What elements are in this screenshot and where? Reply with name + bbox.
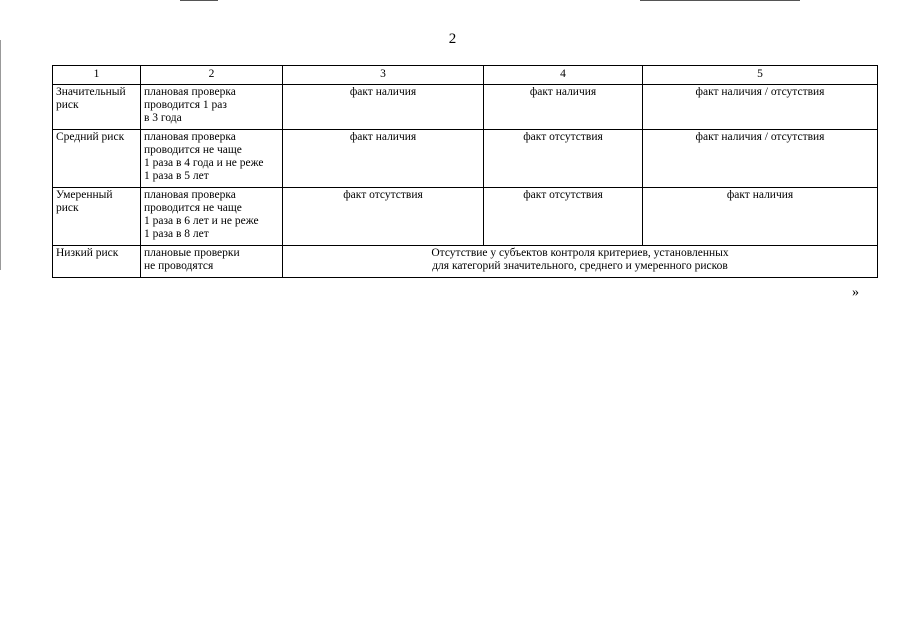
criterion-cell: факт отсутствия	[484, 188, 643, 246]
risk-category-cell: Умеренный риск	[53, 188, 141, 246]
merged-criterion-cell: Отсутствие у субъектов контроля критериев, установленных для категорий значительного, среднего и умеренного рисков	[283, 246, 878, 278]
criterion-cell: факт отсутствия	[484, 130, 643, 188]
criterion-cell: факт наличия / отсутствия	[643, 85, 878, 130]
column-number: 3	[283, 66, 484, 85]
criterion-cell: факт наличия	[283, 85, 484, 130]
inspection-frequency-cell: плановая проверка проводится не чаще 1 раза в 4 года и не реже 1 раза в 5 лет	[141, 130, 283, 188]
risk-category-cell: Значительный риск	[53, 85, 141, 130]
table-row	[53, 130, 878, 188]
table-row	[53, 246, 878, 278]
risk-category-cell: Низкий риск	[53, 246, 141, 278]
page-number: 2	[448, 31, 457, 47]
inspection-frequency-cell: плановая проверка проводится 1 раз в 3 года	[141, 85, 283, 130]
criterion-cell: факт наличия	[643, 188, 878, 246]
column-number: 4	[484, 66, 643, 85]
criterion-cell: факт наличия	[283, 130, 484, 188]
inspection-frequency-cell: плановая проверка проводится не чаще 1 раза в 6 лет и не реже 1 раза в 8 лет	[141, 188, 283, 246]
table-row	[53, 85, 878, 130]
column-number: 1	[53, 66, 141, 85]
criterion-cell: факт наличия / отсутствия	[643, 130, 878, 188]
table-header-row	[53, 66, 878, 85]
column-number: 5	[643, 66, 878, 85]
risk-category-table	[52, 65, 878, 278]
criterion-cell: факт отсутствия	[283, 188, 484, 246]
risk-category-cell: Средний риск	[53, 130, 141, 188]
scan-mark-left-edge	[0, 40, 1, 270]
inspection-frequency-cell: плановые проверки не проводятся	[141, 246, 283, 278]
closing-quote-mark: »	[852, 285, 859, 300]
scan-mark-top-left	[180, 0, 218, 1]
criterion-cell: факт наличия	[484, 85, 643, 130]
scan-mark-top-right	[640, 0, 800, 1]
column-number: 2	[141, 66, 283, 85]
table-row	[53, 188, 878, 246]
